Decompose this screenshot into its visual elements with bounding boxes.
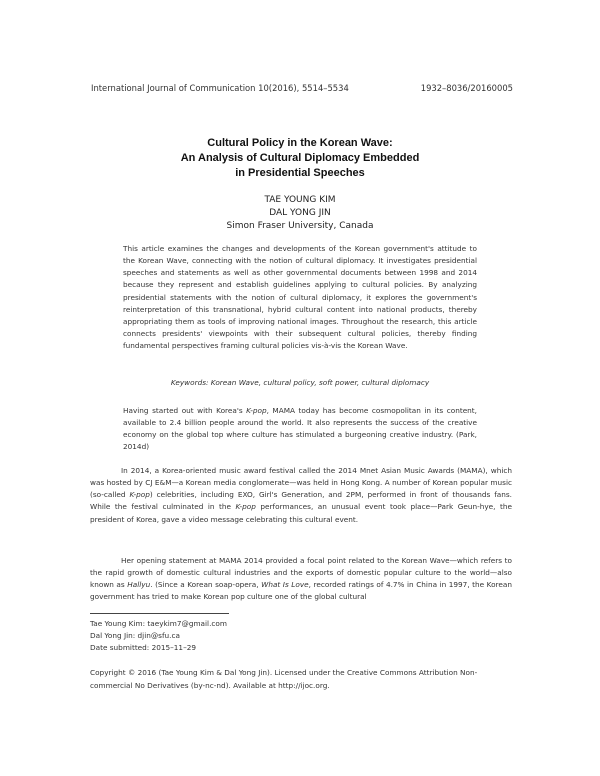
footnote-divider — [90, 613, 229, 614]
keywords: Keywords: Korean Wave, cultural policy, soft power, cultural diplomacy — [170, 378, 430, 387]
quote-kpop: K-pop — [246, 406, 267, 415]
para2-drama-title: What Is Love — [261, 580, 309, 590]
para2-text-2: . (Since a Korean soap-opera, — [150, 580, 262, 590]
footnote-author-2-email: Dal Yong Jin: djin@sfu.ca — [90, 631, 180, 640]
author-affiliation: Simon Fraser University, Canada — [226, 221, 374, 231]
para1-text-2: ) celebrities, including EXO, Girl's Generation, and 2PM, performed in front of thousands fans. While the festival culminated in the — [90, 490, 512, 512]
paper-title-line-3: in Presidential Speeches — [235, 167, 365, 179]
para2-hallyu: Hallyu — [127, 580, 151, 590]
author-name-1: TAE YOUNG KIM — [264, 195, 336, 205]
para2-text-1: Her opening statement at MAMA 2014 provided a focal point related to the Korean Wave—which refers to the rapid growth of domestic cultural industries and the exports of domestic popular culture to the world—also known as — [90, 556, 512, 590]
para1-kpop-1: K-pop — [129, 490, 150, 500]
body-paragraph-1 — [90, 465, 512, 526]
paper-title-line-1: Cultural Policy in the Korean Wave: — [207, 137, 393, 149]
para1-text-1: In 2014, a Korea-oriented music award festival called the 2014 Mnet Asian Music Awards (MAMA), which was hosted by CJ E&M—a Korean media conglomerate—was held in Hong Kong. A number of Korean popular music (so-called — [90, 466, 512, 500]
footnote-author-1-email: Tae Young Kim: taeykim7@gmail.com — [90, 619, 227, 628]
issn-header: 1932–8036/20160005 — [420, 83, 513, 93]
paper-title-line-2: An Analysis of Cultural Diplomacy Embedded — [180, 152, 420, 164]
abstract: This article examines the changes and developments of the Korean government's attitude to the Korean Wave, connecting with the notion of cultural diplomacy. It investigates presidential speeches and statements as well as other governmental documents between 1998 and 2014 because they represent and establish guidelines applying to cultural policies. By analyzing presidential statements with the notion of cultural diplomacy, it explores the government's reinterpretation of this transnational, hybrid cultural content into national products, thereby appropriating them as tools of improving national images. Throughout the research, this article connects presidents' viewpoints with their subsequent cultural policies, thereby finding fundamental perspectives framing cultural policies vis-à-vis the Korean Wave. — [123, 244, 477, 351]
journal-header: International Journal of Communication 10(2016), 5514–5534 — [91, 83, 349, 93]
para2-text-3: , recorded ratings of 4.7% in China in 1997, the Korean government has tried to make Korean pop culture one of the global cultural — [90, 580, 512, 602]
copyright-notice: Copyright © 2016 (Tae Young Kim & Dal Yong Jin). Licensed under the Creative Commons Attribution Non-commercial No Derivatives (by-nc-nd). Available at http://ijoc.org. — [90, 668, 478, 690]
footnote-date-submitted: Date submitted: 2015–11–29 — [90, 643, 197, 652]
body-paragraph-2 — [90, 555, 512, 604]
para1-kpop-2: K-pop — [235, 502, 256, 512]
block-quote — [123, 405, 477, 454]
quote-text-1: Having started out with Korea's — [123, 406, 247, 415]
author-name-2: DAL YONG JIN — [269, 208, 331, 218]
para1-text-3: performances, an unusual event took place—Park Geun-hye, the president of Korea, gave a video message celebrating this cultural event. — [90, 502, 512, 524]
quote-text-2: , MAMA today has become cosmopolitan in its content, available to 2.4 billion people around the world. It also represents the success of the creative economy on the global top where culture has stimulated a burgeoning creative industry. (Park, 2014d) — [123, 406, 477, 452]
